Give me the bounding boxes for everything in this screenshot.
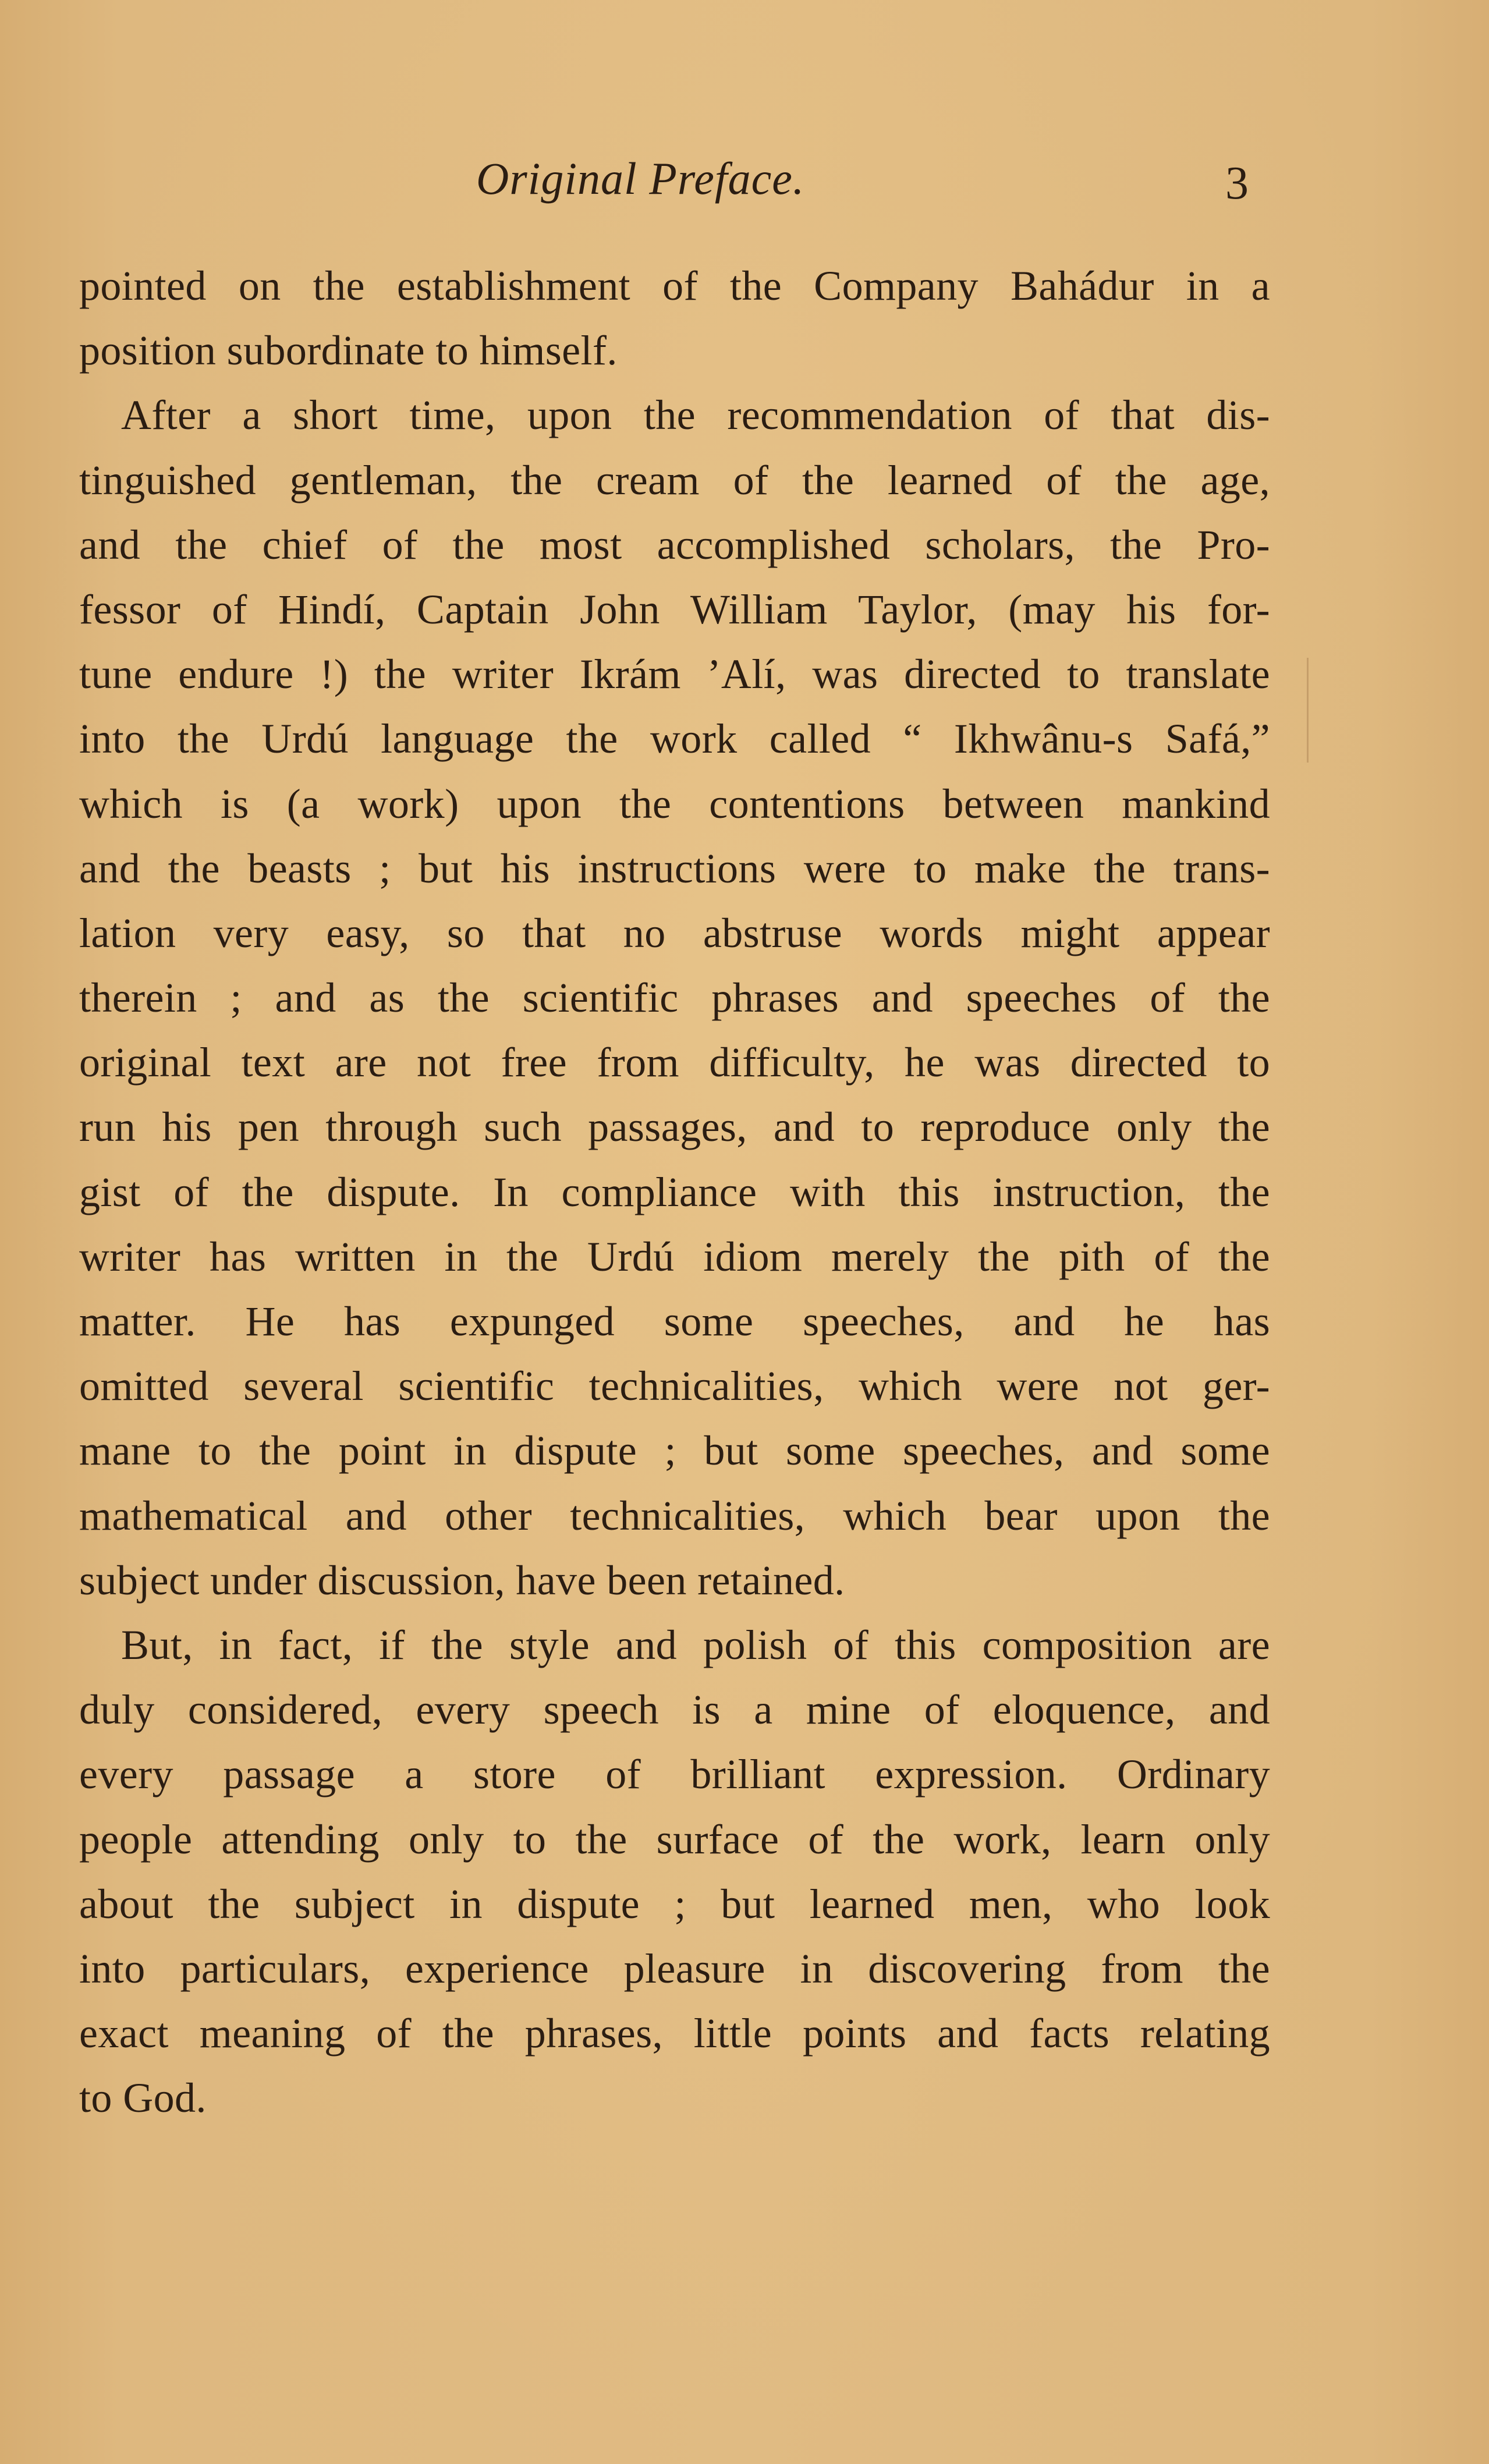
text-line: into the Urdú language the work called “ Ikhwânu-s Safá,”	[79, 715, 1270, 763]
paper-mark	[1307, 658, 1309, 763]
text-line: omitted several scientific technicalities, which were not ger-	[79, 1363, 1270, 1410]
page-number: 3	[1225, 158, 1249, 209]
paragraph	[79, 1613, 1270, 2131]
text-line: which is (a work) upon the contentions between mankind	[79, 780, 1270, 827]
text-line: original text are not free from difficulty, he was directed to	[79, 1039, 1270, 1086]
text-line: matter. He has expunged some speeches, and he has	[79, 1298, 1270, 1345]
text-line: therein ; and as the scientific phrases and speeches of the	[79, 974, 1270, 1022]
text-line: tune endure !) the writer Ikrám ’Alí, was directed to translate	[79, 651, 1270, 698]
text-line: After a short time, upon the recommendation of that dis-	[121, 392, 1270, 439]
text-line: and the chief of the most accomplished scholars, the Pro-	[79, 521, 1270, 568]
text-line: subject under discussion, have been retained.	[79, 1557, 845, 1604]
text-line: mane to the point in dispute ; but some speeches, and some	[79, 1427, 1270, 1474]
text-line: about the subject in dispute ; but learned men, who look	[79, 1880, 1270, 1927]
text-line: position subordinate to himself.	[79, 327, 618, 374]
text-line: and the beasts ; but his instructions were to make the trans-	[79, 845, 1270, 892]
text-line: mathematical and other technicalities, which bear upon the	[79, 1492, 1270, 1539]
text-line: writer has written in the Urdú idiom merely the pith of the	[79, 1233, 1270, 1280]
text-line: gist of the dispute. In compliance with this instruction, the	[79, 1168, 1270, 1215]
text-line: people attending only to the surface of the work, learn only	[79, 1816, 1270, 1863]
running-title: Original Preface.	[476, 153, 805, 204]
text-line: every passage a store of brilliant expression. Ordinary	[79, 1751, 1270, 1798]
body-text	[79, 254, 1270, 2130]
paragraph	[79, 383, 1270, 1613]
text-line: to God.	[79, 2075, 207, 2122]
text-line: pointed on the establishment of the Company Bahádur in a	[79, 263, 1270, 309]
paragraph	[79, 254, 1270, 383]
text-line: duly considered, every speech is a mine of eloquence, and	[79, 1686, 1270, 1733]
text-line: tinguished gentleman, the cream of the learned of the age,	[79, 456, 1270, 504]
text-line: into particulars, experience pleasure in discovering from the	[79, 1945, 1270, 1992]
text-line: exact meaning of the phrases, little points and facts relating	[79, 2010, 1270, 2057]
text-line: run his pen through such passages, and to reproduce only the	[79, 1104, 1270, 1151]
text-line: But, in fact, if the style and polish of this composition are	[121, 1621, 1270, 1668]
text-line: lation very easy, so that no abstruse words might appear	[79, 909, 1270, 956]
text-line: fessor of Hindí, Captain John William Taylor, (may his for-	[79, 586, 1270, 633]
